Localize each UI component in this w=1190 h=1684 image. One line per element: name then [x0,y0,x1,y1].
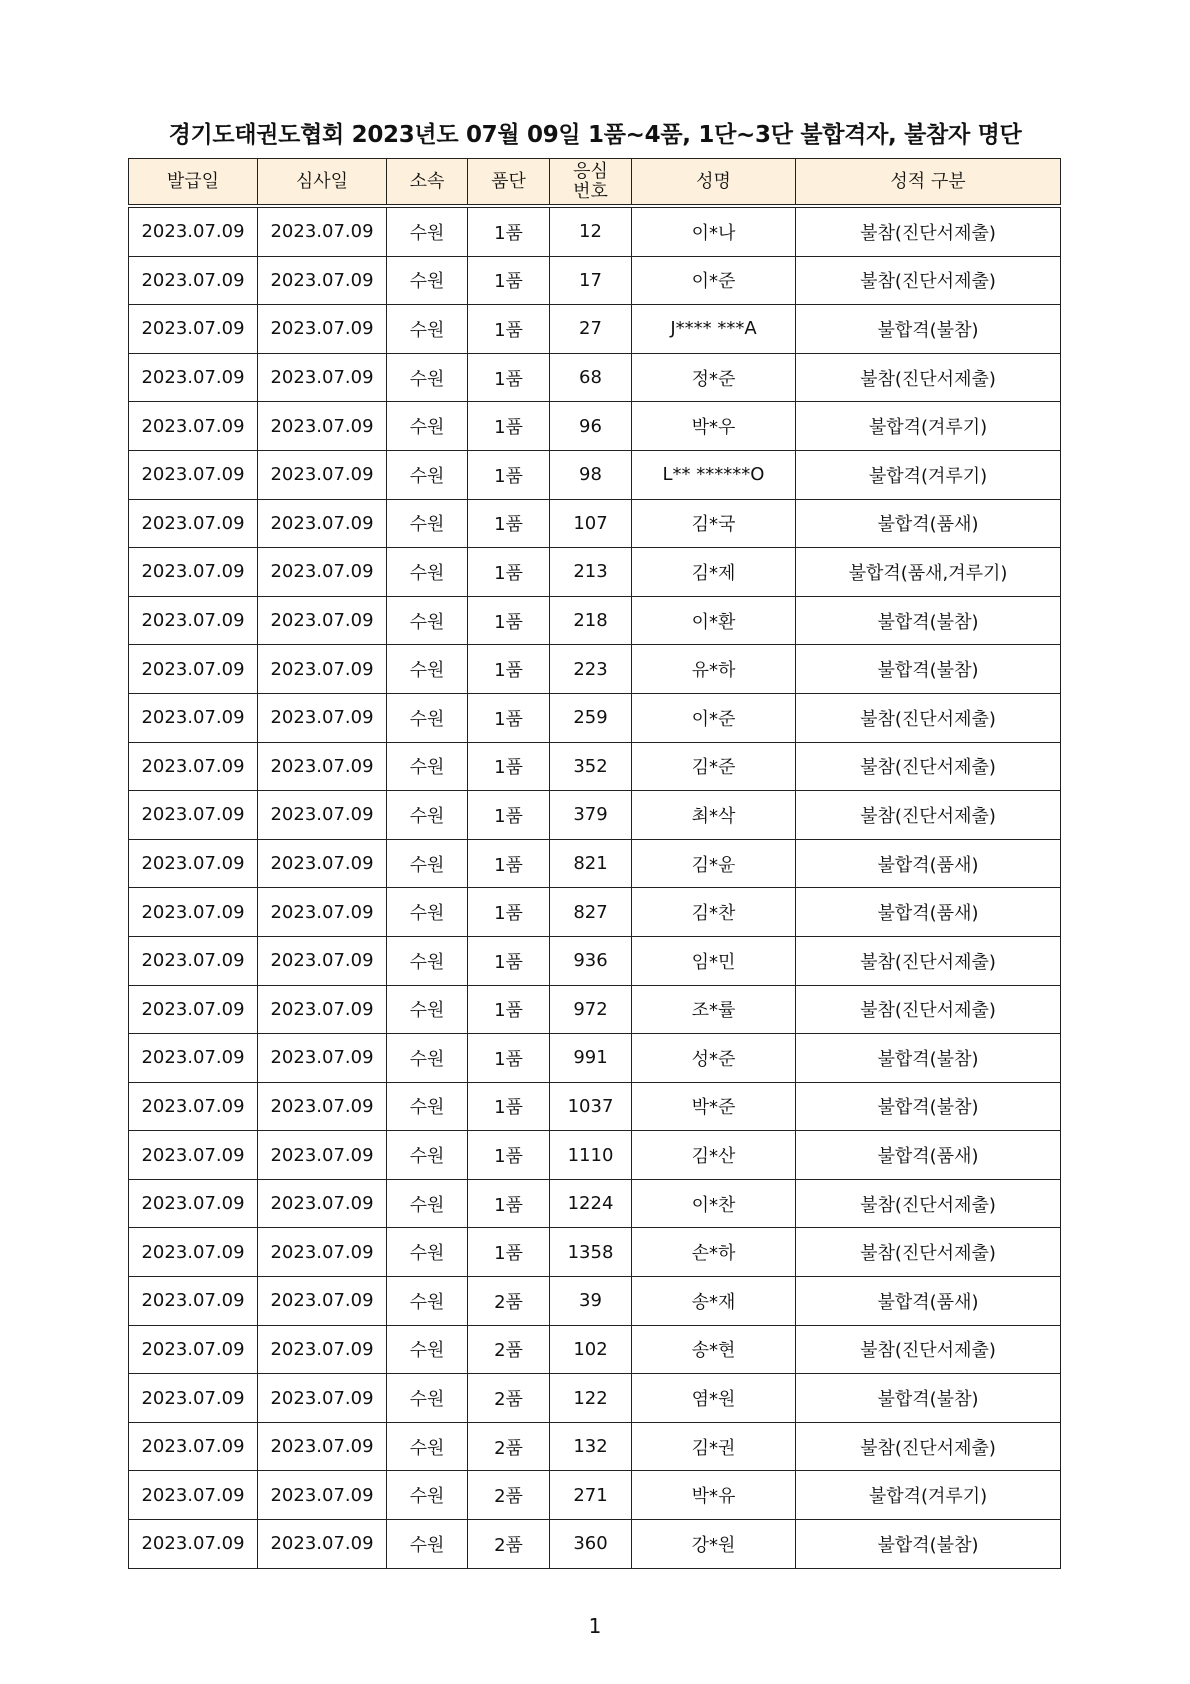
cell-result: 불합격(겨루기) [796,1471,1061,1520]
cell-exam-number: 379 [550,791,632,840]
cell-result: 불합격(겨루기) [796,402,1061,451]
cell-exam-date: 2023.07.09 [258,742,387,791]
cell-exam-number: 223 [550,645,632,694]
table-row [129,1422,1061,1471]
column-header-rank: 품단 [468,159,550,207]
cell-issue-date: 2023.07.09 [129,791,258,840]
column-header-name: 성명 [632,159,796,207]
cell-result: 불참(진단서제출) [796,791,1061,840]
cell-exam-number: 218 [550,596,632,645]
table-row [129,548,1061,597]
cell-affiliation: 수원 [387,402,468,451]
column-header-issue-date: 발급일 [129,159,258,207]
cell-exam-date: 2023.07.09 [258,693,387,742]
cell-rank: 1품 [468,645,550,694]
cell-name: 손*하 [632,1228,796,1277]
cell-exam-date: 2023.07.09 [258,791,387,840]
cell-exam-date: 2023.07.09 [258,936,387,985]
cell-issue-date: 2023.07.09 [129,645,258,694]
cell-exam-number: 122 [550,1374,632,1423]
cell-name: 최*삭 [632,791,796,840]
cell-result: 불합격(불참) [796,1082,1061,1131]
cell-result: 불합격(겨루기) [796,450,1061,499]
cell-affiliation: 수원 [387,596,468,645]
cell-name: 조*률 [632,985,796,1034]
cell-affiliation: 수원 [387,256,468,305]
table-row [129,1131,1061,1180]
cell-exam-number: 1037 [550,1082,632,1131]
cell-issue-date: 2023.07.09 [129,450,258,499]
column-header-exam-date: 심사일 [258,159,387,207]
table-row [129,206,1061,256]
cell-exam-date: 2023.07.09 [258,1520,387,1569]
cell-issue-date: 2023.07.09 [129,742,258,791]
cell-name: 김*권 [632,1422,796,1471]
cell-result: 불합격(품새,겨루기) [796,548,1061,597]
cell-affiliation: 수원 [387,1520,468,1569]
cell-exam-number: 27 [550,305,632,354]
cell-affiliation: 수원 [387,1471,468,1520]
cell-exam-date: 2023.07.09 [258,1082,387,1131]
cell-exam-date: 2023.07.09 [258,305,387,354]
cell-issue-date: 2023.07.09 [129,1179,258,1228]
cell-name: 이*환 [632,596,796,645]
cell-exam-number: 17 [550,256,632,305]
page-number: 1 [588,1614,602,1638]
cell-issue-date: 2023.07.09 [129,596,258,645]
cell-rank: 2품 [468,1374,550,1423]
table-row [129,256,1061,305]
cell-exam-number: 936 [550,936,632,985]
cell-issue-date: 2023.07.09 [129,693,258,742]
cell-rank: 2품 [468,1422,550,1471]
cell-name: 강*원 [632,1520,796,1569]
cell-issue-date: 2023.07.09 [129,1325,258,1374]
cell-exam-number: 259 [550,693,632,742]
table-row [129,1520,1061,1569]
cell-name: 염*원 [632,1374,796,1423]
cell-exam-number: 1224 [550,1179,632,1228]
cell-exam-date: 2023.07.09 [258,1179,387,1228]
cell-affiliation: 수원 [387,1277,468,1326]
cell-rank: 1품 [468,450,550,499]
cell-rank: 1품 [468,791,550,840]
cell-rank: 1품 [468,1228,550,1277]
cell-affiliation: 수원 [387,1179,468,1228]
cell-result: 불합격(품새) [796,888,1061,937]
cell-result: 불합격(불참) [796,1520,1061,1569]
table-row [129,742,1061,791]
cell-issue-date: 2023.07.09 [129,1277,258,1326]
cell-rank: 1품 [468,1034,550,1083]
cell-affiliation: 수원 [387,693,468,742]
table-row [129,693,1061,742]
cell-rank: 1품 [468,1082,550,1131]
cell-rank: 1품 [468,839,550,888]
page-title: 경기도태권도협회 2023년도 07월 09일 1품~4품, 1단~3단 불합격자, 불참자 명단 [168,122,1022,148]
cell-name: 박*유 [632,1471,796,1520]
table-row [129,1082,1061,1131]
cell-affiliation: 수원 [387,936,468,985]
cell-affiliation: 수원 [387,353,468,402]
cell-exam-number: 132 [550,1422,632,1471]
table-row [129,1325,1061,1374]
cell-exam-number: 827 [550,888,632,937]
table-row [129,1277,1061,1326]
cell-name: J**** ***A [632,305,796,354]
cell-exam-number: 972 [550,985,632,1034]
cell-exam-date: 2023.07.09 [258,1422,387,1471]
cell-rank: 1품 [468,499,550,548]
cell-result: 불합격(불참) [796,305,1061,354]
cell-rank: 1품 [468,206,550,256]
cell-exam-date: 2023.07.09 [258,1471,387,1520]
cell-exam-date: 2023.07.09 [258,1228,387,1277]
cell-name: L** ******O [632,450,796,499]
table-row [129,645,1061,694]
cell-result: 불합격(불참) [796,645,1061,694]
cell-rank: 1품 [468,693,550,742]
cell-affiliation: 수원 [387,839,468,888]
cell-result: 불합격(품새) [796,1131,1061,1180]
cell-exam-date: 2023.07.09 [258,888,387,937]
cell-name: 김*제 [632,548,796,597]
cell-issue-date: 2023.07.09 [129,305,258,354]
cell-exam-date: 2023.07.09 [258,256,387,305]
cell-affiliation: 수원 [387,742,468,791]
cell-affiliation: 수원 [387,791,468,840]
cell-rank: 1품 [468,936,550,985]
cell-affiliation: 수원 [387,450,468,499]
table-row [129,499,1061,548]
cell-exam-date: 2023.07.09 [258,402,387,451]
cell-rank: 2품 [468,1277,550,1326]
table-row [129,1179,1061,1228]
cell-exam-number: 98 [550,450,632,499]
header-row [129,159,1061,207]
cell-exam-number: 12 [550,206,632,256]
cell-rank: 1품 [468,596,550,645]
cell-rank: 1품 [468,548,550,597]
cell-result: 불합격(불참) [796,596,1061,645]
cell-result: 불참(진단서제출) [796,693,1061,742]
cell-result: 불참(진단서제출) [796,985,1061,1034]
table-row [129,353,1061,402]
cell-result: 불참(진단서제출) [796,1422,1061,1471]
cell-exam-number: 107 [550,499,632,548]
cell-rank: 2품 [468,1471,550,1520]
cell-exam-date: 2023.07.09 [258,1325,387,1374]
cell-result: 불합격(품새) [796,839,1061,888]
cell-rank: 1품 [468,1131,550,1180]
cell-affiliation: 수원 [387,1374,468,1423]
cell-exam-number: 821 [550,839,632,888]
cell-affiliation: 수원 [387,1228,468,1277]
cell-name: 김*산 [632,1131,796,1180]
cell-name: 성*준 [632,1034,796,1083]
cell-affiliation: 수원 [387,1325,468,1374]
cell-result: 불합격(불참) [796,1374,1061,1423]
table-row [129,1471,1061,1520]
cell-issue-date: 2023.07.09 [129,839,258,888]
cell-issue-date: 2023.07.09 [129,499,258,548]
cell-issue-date: 2023.07.09 [129,1228,258,1277]
cell-exam-number: 271 [550,1471,632,1520]
cell-exam-number: 102 [550,1325,632,1374]
cell-name: 송*재 [632,1277,796,1326]
table-row [129,1374,1061,1423]
cell-exam-number: 991 [550,1034,632,1083]
cell-rank: 2품 [468,1520,550,1569]
table-row [129,791,1061,840]
cell-rank: 1품 [468,256,550,305]
cell-name: 이*찬 [632,1179,796,1228]
cell-result: 불참(진단서제출) [796,1179,1061,1228]
cell-issue-date: 2023.07.09 [129,936,258,985]
cell-affiliation: 수원 [387,645,468,694]
cell-issue-date: 2023.07.09 [129,548,258,597]
table-row [129,839,1061,888]
cell-affiliation: 수원 [387,1422,468,1471]
cell-exam-number: 96 [550,402,632,451]
cell-rank: 1품 [468,305,550,354]
cell-issue-date: 2023.07.09 [129,1082,258,1131]
cell-name: 김*찬 [632,888,796,937]
cell-issue-date: 2023.07.09 [129,1471,258,1520]
cell-result: 불참(진단서제출) [796,1325,1061,1374]
table-row [129,888,1061,937]
column-header-result: 성적 구분 [796,159,1061,207]
cell-name: 김*준 [632,742,796,791]
cell-exam-date: 2023.07.09 [258,1034,387,1083]
cell-issue-date: 2023.07.09 [129,1131,258,1180]
cell-name: 정*준 [632,353,796,402]
table-row [129,1228,1061,1277]
cell-result: 불참(진단서제출) [796,742,1061,791]
cell-name: 송*현 [632,1325,796,1374]
cell-exam-date: 2023.07.09 [258,1374,387,1423]
cell-affiliation: 수원 [387,1034,468,1083]
column-header-affiliation: 소속 [387,159,468,207]
cell-exam-date: 2023.07.09 [258,839,387,888]
cell-issue-date: 2023.07.09 [129,1374,258,1423]
cell-name: 이*나 [632,206,796,256]
cell-issue-date: 2023.07.09 [129,888,258,937]
cell-affiliation: 수원 [387,1082,468,1131]
cell-exam-date: 2023.07.09 [258,596,387,645]
table-row [129,985,1061,1034]
cell-rank: 1품 [468,353,550,402]
cell-exam-number: 1358 [550,1228,632,1277]
cell-exam-date: 2023.07.09 [258,206,387,256]
cell-issue-date: 2023.07.09 [129,1520,258,1569]
cell-name: 이*준 [632,693,796,742]
cell-name: 유*하 [632,645,796,694]
cell-exam-number: 68 [550,353,632,402]
cell-result: 불합격(품새) [796,499,1061,548]
cell-result: 불참(진단서제출) [796,206,1061,256]
cell-affiliation: 수원 [387,985,468,1034]
cell-result: 불참(진단서제출) [796,353,1061,402]
cell-affiliation: 수원 [387,548,468,597]
cell-rank: 1품 [468,742,550,791]
cell-exam-number: 352 [550,742,632,791]
cell-name: 이*준 [632,256,796,305]
cell-result: 불합격(불참) [796,1034,1061,1083]
cell-exam-date: 2023.07.09 [258,499,387,548]
cell-exam-number: 360 [550,1520,632,1569]
cell-rank: 1품 [468,985,550,1034]
cell-issue-date: 2023.07.09 [129,402,258,451]
column-header-exam-number: 응심 번호 [550,159,632,207]
cell-exam-number: 213 [550,548,632,597]
cell-rank: 1품 [468,888,550,937]
cell-issue-date: 2023.07.09 [129,1422,258,1471]
table-row [129,402,1061,451]
table-row [129,1034,1061,1083]
cell-exam-date: 2023.07.09 [258,1131,387,1180]
cell-name: 박*우 [632,402,796,451]
roster-table [128,158,1061,1569]
cell-name: 임*민 [632,936,796,985]
cell-issue-date: 2023.07.09 [129,985,258,1034]
table-row [129,596,1061,645]
cell-rank: 1품 [468,402,550,451]
table-row [129,936,1061,985]
cell-name: 김*윤 [632,839,796,888]
cell-exam-date: 2023.07.09 [258,548,387,597]
cell-name: 김*국 [632,499,796,548]
cell-exam-date: 2023.07.09 [258,1277,387,1326]
cell-affiliation: 수원 [387,499,468,548]
cell-rank: 2품 [468,1325,550,1374]
cell-result: 불참(진단서제출) [796,1228,1061,1277]
cell-issue-date: 2023.07.09 [129,206,258,256]
cell-affiliation: 수원 [387,1131,468,1180]
cell-affiliation: 수원 [387,305,468,354]
cell-result: 불합격(품새) [796,1277,1061,1326]
cell-issue-date: 2023.07.09 [129,1034,258,1083]
cell-exam-date: 2023.07.09 [258,450,387,499]
table-body [129,206,1061,1568]
cell-result: 불참(진단서제출) [796,256,1061,305]
cell-issue-date: 2023.07.09 [129,256,258,305]
cell-affiliation: 수원 [387,888,468,937]
table-row [129,305,1061,354]
cell-issue-date: 2023.07.09 [129,353,258,402]
cell-name: 박*준 [632,1082,796,1131]
cell-exam-date: 2023.07.09 [258,645,387,694]
cell-exam-date: 2023.07.09 [258,985,387,1034]
cell-result: 불참(진단서제출) [796,936,1061,985]
cell-exam-number: 1110 [550,1131,632,1180]
cell-exam-number: 39 [550,1277,632,1326]
cell-affiliation: 수원 [387,206,468,256]
table-row [129,450,1061,499]
cell-exam-date: 2023.07.09 [258,353,387,402]
cell-rank: 1품 [468,1179,550,1228]
